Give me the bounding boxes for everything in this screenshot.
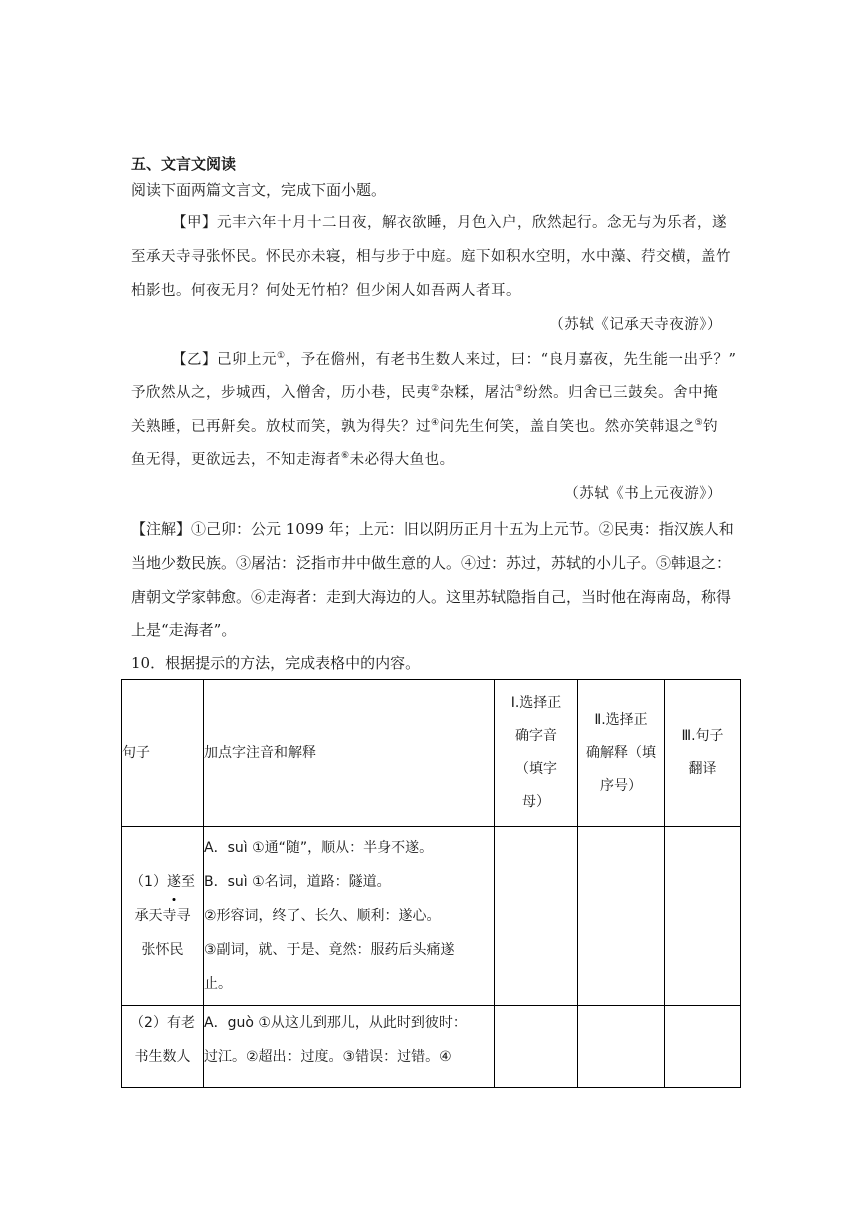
table-row <box>122 1006 741 1088</box>
row2-sentence: （2）有老 书生数人 <box>122 1006 204 1088</box>
row1-sentence: （1）遂至 承天寺寻 张怀民 <box>122 827 204 1006</box>
notes-line-1: 【注解】①己卯：公元 1099 年；上元：旧以阴历正月十五为上元节。②民夷：指汉族人和 <box>131 520 734 538</box>
row2-pronunciation-cell[interactable] <box>495 1006 578 1088</box>
notes-line-2: 当地少数民族。③屠沽：泛指市井中做生意的人。④过：苏过，苏轼的小儿子。⑤韩退之： <box>131 554 732 572</box>
notes-line-3: 唐朝文学家韩愈。⑥走海者：走到大海边的人。这里苏轼隐指自己，当时他在海南岛，称得 <box>131 588 732 606</box>
row2-meaning-cell[interactable] <box>578 1006 665 1088</box>
row1-meaning-cell[interactable] <box>578 827 665 1006</box>
question-10: 10．根据提示的方法，完成表格中的内容。 <box>131 654 421 672</box>
row1-explain: A．suì ①通“随”，顺从：半身不遂。 B．suì ①名词，道路：隧道。 ②形容词，终了、长久、顺利：遂心。 ③副词，就、于是、竟然：服药后头痛遂 止。 <box>204 827 495 1006</box>
header-translation: Ⅲ.句子 翻译 <box>665 680 741 827</box>
table-row <box>122 827 741 1006</box>
yi-line-2: 予欣然从之，步城西，入僧舍，历小巷，民夷②杂糅，屠沽③纷然。归舍已三鼓矣。舍中掩 <box>131 384 719 401</box>
answer-table <box>121 679 741 1088</box>
row2-translation-cell[interactable] <box>665 1006 741 1088</box>
header-sentence: 句子 <box>122 680 204 827</box>
header-pronunciation: Ⅰ.选择正 确字音 （填字 母） <box>495 680 578 827</box>
jia-source: （苏轼《记承天寺夜游》） <box>549 317 722 333</box>
jia-line-3: 柏影也。何夜无月？何处无竹柏？但少闲人如吾两人者耳。 <box>131 283 521 299</box>
row2-explain: A．guò ①从这儿到那儿，从此时到彼时： 过江。②超出：过度。③错误：过错。④ <box>204 1006 495 1088</box>
section-title: 五、文言文阅读 <box>131 155 237 173</box>
yi-source: （苏轼《书上元夜游》） <box>564 486 722 502</box>
jia-line-2: 至承天寺寻张怀民。怀民亦未寝，相与步于中庭。庭下如积水空明，水中藻、荇交横，盖竹 <box>131 249 731 265</box>
row1-translation-cell[interactable] <box>665 827 741 1006</box>
notes-line-4: 上是“走海者”。 <box>131 621 237 639</box>
header-meaning: Ⅱ.选择正 确解释（填 序号） <box>578 680 665 827</box>
table-header-row <box>122 680 741 827</box>
yi-line-3: 关熟睡，已再鼾矣。放杖而笑，孰为得失？过④问先生何笑，盖自笑也。然亦笑韩退之⑤钓 <box>131 418 719 435</box>
yi-line-4: 鱼无得，更欲远去，不知走海者⑥未必得大鱼也。 <box>131 451 455 468</box>
instruction-text: 阅读下面两篇文言文，完成下面小题。 <box>131 181 387 199</box>
row1-pronunciation-cell[interactable] <box>495 827 578 1006</box>
yi-line-1: 【乙】己卯上元①，予在儋州，有老书生数人来过，曰：“良月嘉夜，先生能一出乎？” <box>172 351 737 368</box>
header-explain: 加点字注音和解释 <box>204 680 495 827</box>
jia-line-1: 【甲】元丰六年十月十二日夜，解衣欲睡，月色入户，欣然起行。念无与为乐者，遂 <box>172 215 727 231</box>
emphasis-dot-char: 遂 <box>167 865 181 899</box>
